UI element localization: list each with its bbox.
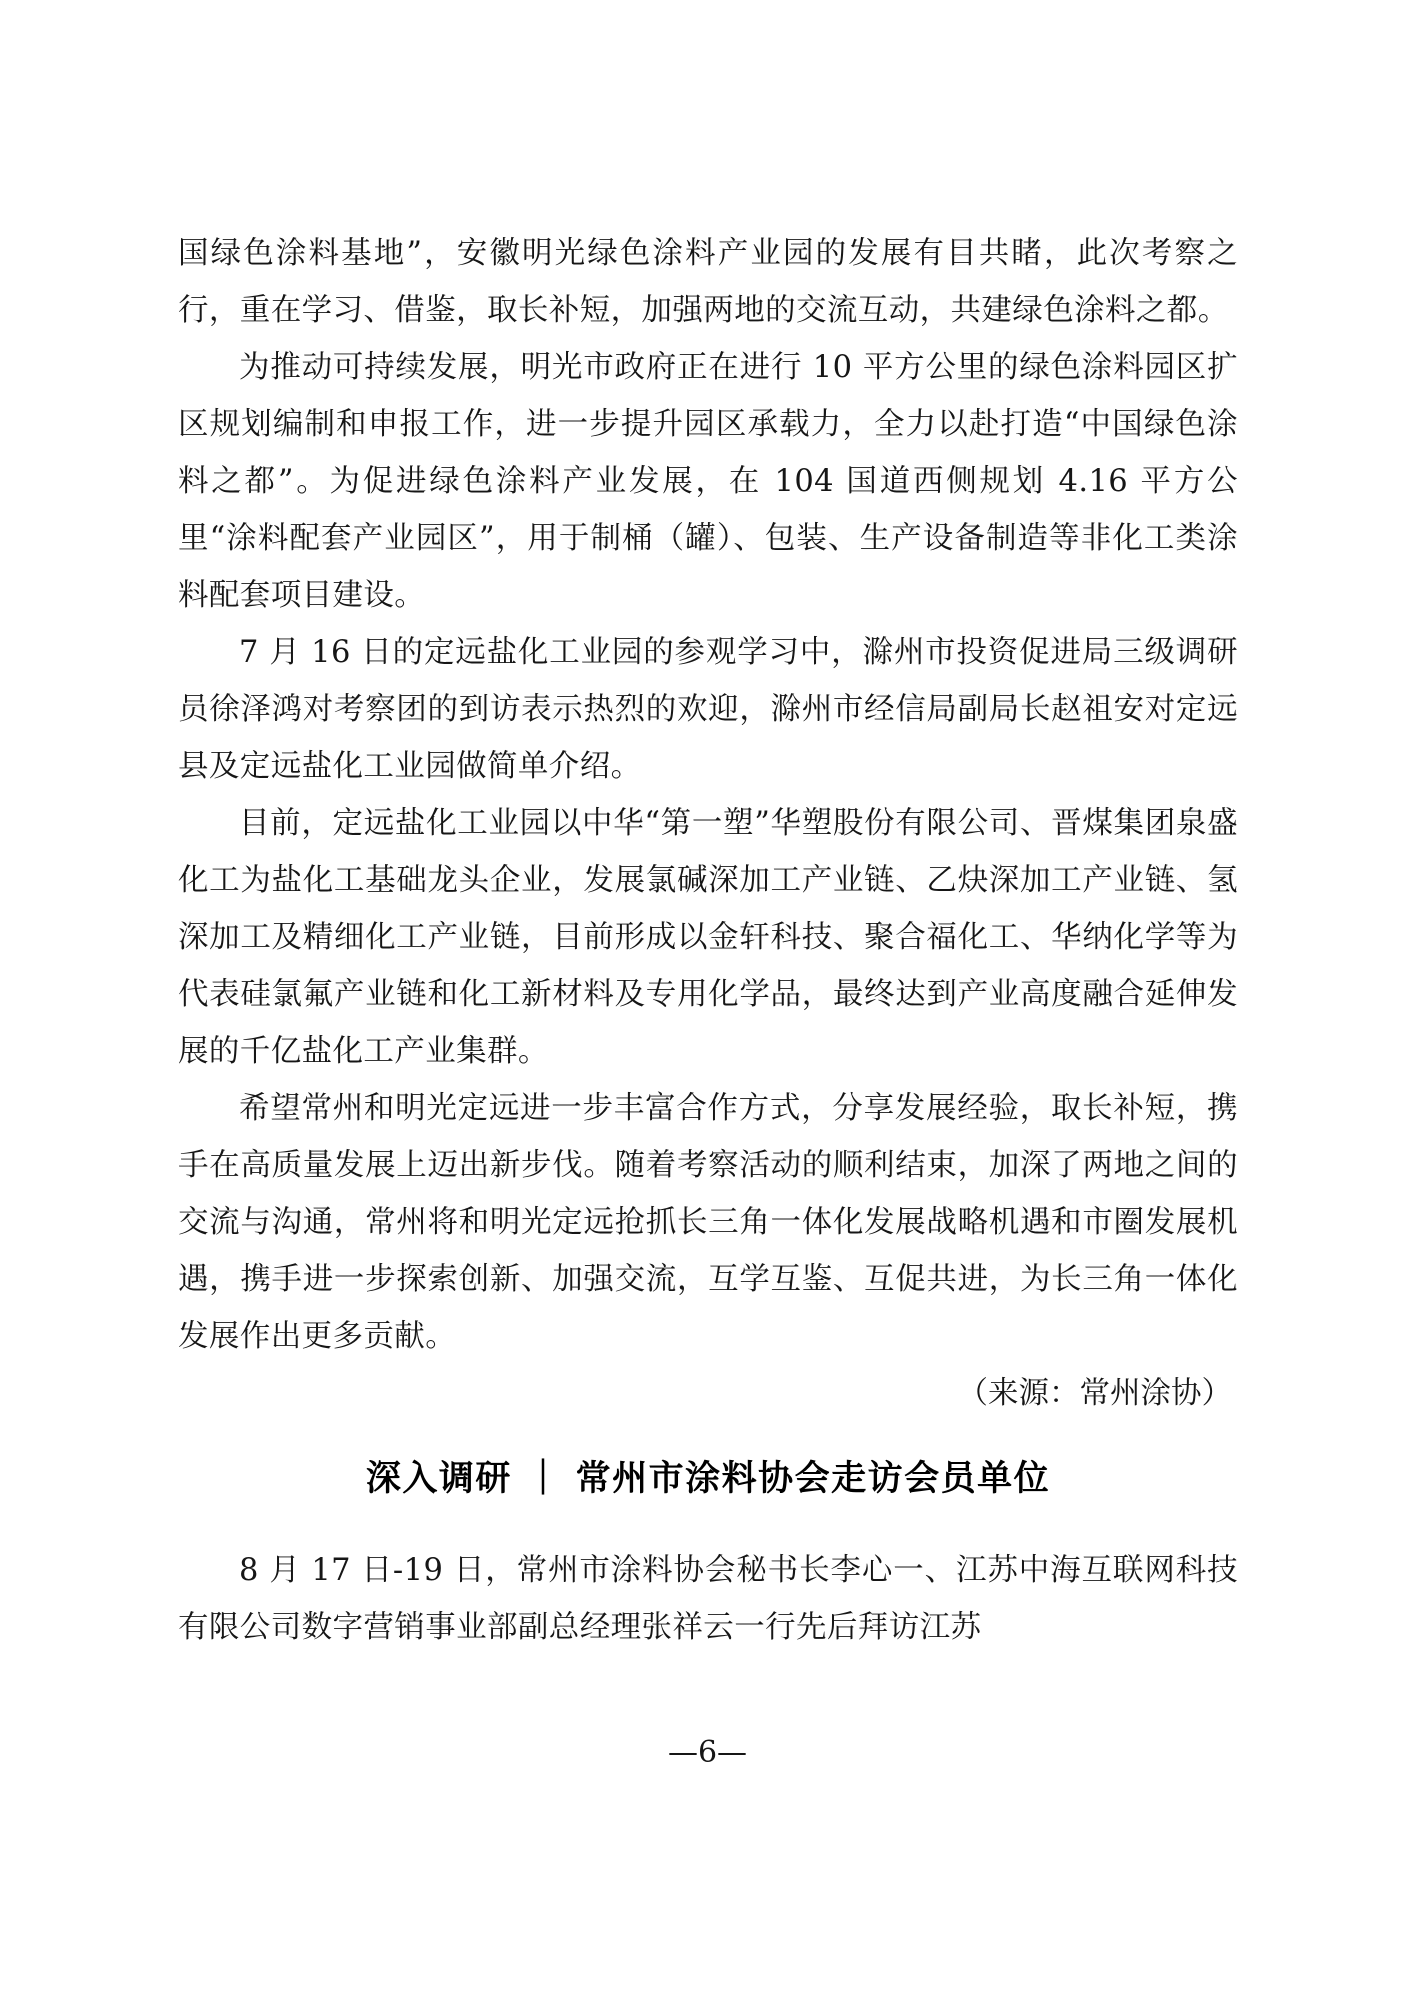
paragraph-2: 为推动可持续发展，明光市政府正在进行 10 平方公里的绿色涂料园区扩区规划编制和申报工作，进一步提升园区承载力，全力以赴打造“中国绿色涂料之都”。为促进绿色涂料产业发展，在 104 国道西侧规划 4.16 平方公里“涂料配套产业园区”，用于制桶（罐）、包装、生产设备制造等非化工类涂料配套项目建设。 (178, 350, 1238, 613)
heading-spacer (178, 1508, 1238, 1542)
paragraph-3: 7 月 16 日的定远盐化工业园的参观学习中，滁州市投资促进局三级调研员徐泽鸿对考察团的到访表示热烈的欢迎，滁州市经信局副局长赵祖安对定远县及定远盐化工业园做简单介绍。 (178, 635, 1238, 784)
source-attribution: （来源：常州涂协） (957, 1376, 1232, 1411)
section-heading: 深入调研 ｜ 常州市涂料协会走访会员单位 (365, 1458, 1051, 1499)
paragraph-4: 目前，定远盐化工业园以中华“第一塑”华塑股份有限公司、晋煤集团泉盛化工为盐化工基础龙头企业，发展氯碱深加工产业链、乙炔深加工产业链、氢深加工及精细化工产业链，目前形成以金轩科技、聚合福化工、华纳化学等为代表硅氯氟产业链和化工新材料及专用化学品，最终达到产业高度融合延伸发展的千亿盐化工产业集群。 (178, 806, 1238, 1069)
page-number: —6— (667, 1735, 748, 1770)
section-paragraph-1: 8 月 17 日-19 日，常州市涂料协会秘书长李心一、江苏中海互联网科技有限公司数字营销事业部副总经理张祥云一行先后拜访江苏 (178, 1553, 1238, 1645)
page-body (178, 225, 1238, 1656)
paragraph-1: 国绿色涂料基地”，安徽明光绿色涂料产业园的发展有目共睹，此次考察之行，重在学习、借鉴，取长补短，加强两地的交流互动，共建绿色涂料之都。 (178, 236, 1238, 328)
paragraph-5: 希望常州和明光定远进一步丰富合作方式，分享发展经验，取长补短，携手在高质量发展上迈出新步伐。随着考察活动的顺利结束，加深了两地之间的交流与沟通，常州将和明光定远抢抓长三角一体化发展战略机遇和市圈发展机遇，携手进一步探索创新、加强交流，互学互鉴、互促共进，为长三角一体化发展作出更多贡献。 (178, 1091, 1238, 1354)
